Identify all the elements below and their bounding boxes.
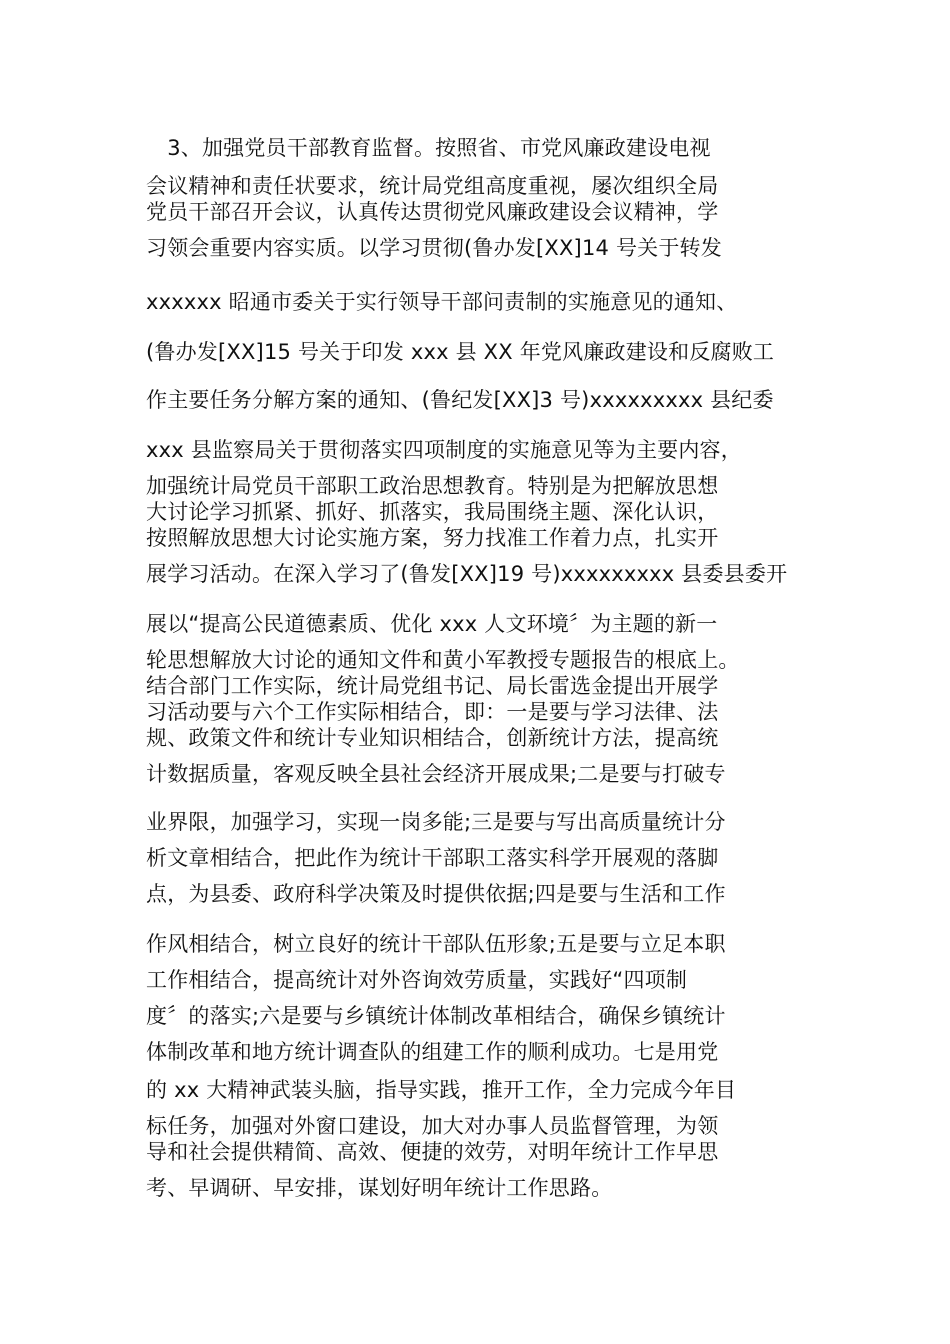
text-line: 展学习活动。在深入学习了(鲁发[XX]19 号)xxxxxxxxx 县委县委开 xyxy=(146,562,788,586)
text-line: 结合部门工作实际，统计局党组书记、局长雷选金提出开展学 xyxy=(146,674,719,698)
text-line: 的 xx 大精神武装头脑，指导实践，推开工作，全力完成今年目 xyxy=(146,1078,737,1102)
text-line: 作主要任务分解方案的通知、(鲁纪发[XX]3 号)xxxxxxxxx 县纪委 xyxy=(146,388,774,412)
text-line: 标任务，加强对外窗口建设，加大对办事人员监督管理，为领 xyxy=(146,1114,719,1138)
text-line: 习活动要与六个工作实际相结合，即：一是要与学习法律、法 xyxy=(146,700,719,724)
text-line: 党员干部召开会议，认真传达贯彻党风廉政建设会议精神，学 xyxy=(146,200,719,224)
text-line: 析文章相结合，把此作为统计干部职工落实科学开展观的落脚 xyxy=(146,846,719,870)
text-line: 计数据质量，客观反映全县社会经济开展成果;二是要与打破专 xyxy=(146,762,726,786)
text-line: 习领会重要内容实质。以学习贯彻(鲁办发[XX]14 号关于转发 xyxy=(146,236,722,260)
text-line: 轮思想解放大讨论的通知文件和黄小军教授专题报告的根底上。 xyxy=(146,648,740,672)
text-line: 业界限，加强学习，实现一岗多能;三是要与写出高质量统计分 xyxy=(146,810,726,834)
text-line: 度〞的落实;六是要与乡镇统计体制改革相结合，确保乡镇统计 xyxy=(146,1004,726,1028)
text-line: (鲁办发[XX]15 号关于印发 xxx 县 XX 年党风廉政建设和反腐败工 xyxy=(146,340,775,364)
text-line: xxxxxx 昭通市委关于实行领导干部问责制的实施意见的通知、 xyxy=(146,290,738,314)
text-line: 会议精神和责任状要求，统计局党组高度重视，屡次组织全局 xyxy=(146,174,719,198)
text-line: 3、加强党员干部教育监督。按照省、市党风廉政建设电视 xyxy=(146,136,711,160)
text-line: 展以“提高公民道德素质、优化 xxx 人文环境〞为主题的新一 xyxy=(146,612,718,636)
text-line: 导和社会提供精简、高效、便捷的效劳，对明年统计工作早思 xyxy=(146,1140,719,1164)
text-line: 加强统计局党员干部职工政治思想教育。特别是为把解放思想 xyxy=(146,474,719,498)
text-line: 点，为县委、政府科学决策及时提供依据;四是要与生活和工作 xyxy=(146,882,726,906)
text-line: 工作相结合，提高统计对外咨询效劳质量，实践好“四项制 xyxy=(146,968,688,992)
text-line: xxx 县监察局关于贯彻落实四项制度的实施意见等为主要内容， xyxy=(146,438,742,462)
text-line: 规、政策文件和统计专业知识相结合，创新统计方法，提高统 xyxy=(146,726,719,750)
text-line: 体制改革和地方统计调查队的组建工作的顺利成功。七是用党 xyxy=(146,1040,719,1064)
text-line: 按照解放思想大讨论实施方案，努力找准工作着力点，扎实开 xyxy=(146,526,719,550)
text-line: 大讨论学习抓紧、抓好、抓落实，我局围绕主题、深化认识， xyxy=(146,500,719,524)
text-line: 作风相结合，树立良好的统计干部队伍形象;五是要与立足本职 xyxy=(146,932,726,956)
text-line: 考、早调研、早安排，谋划好明年统计工作思路。 xyxy=(146,1176,613,1200)
